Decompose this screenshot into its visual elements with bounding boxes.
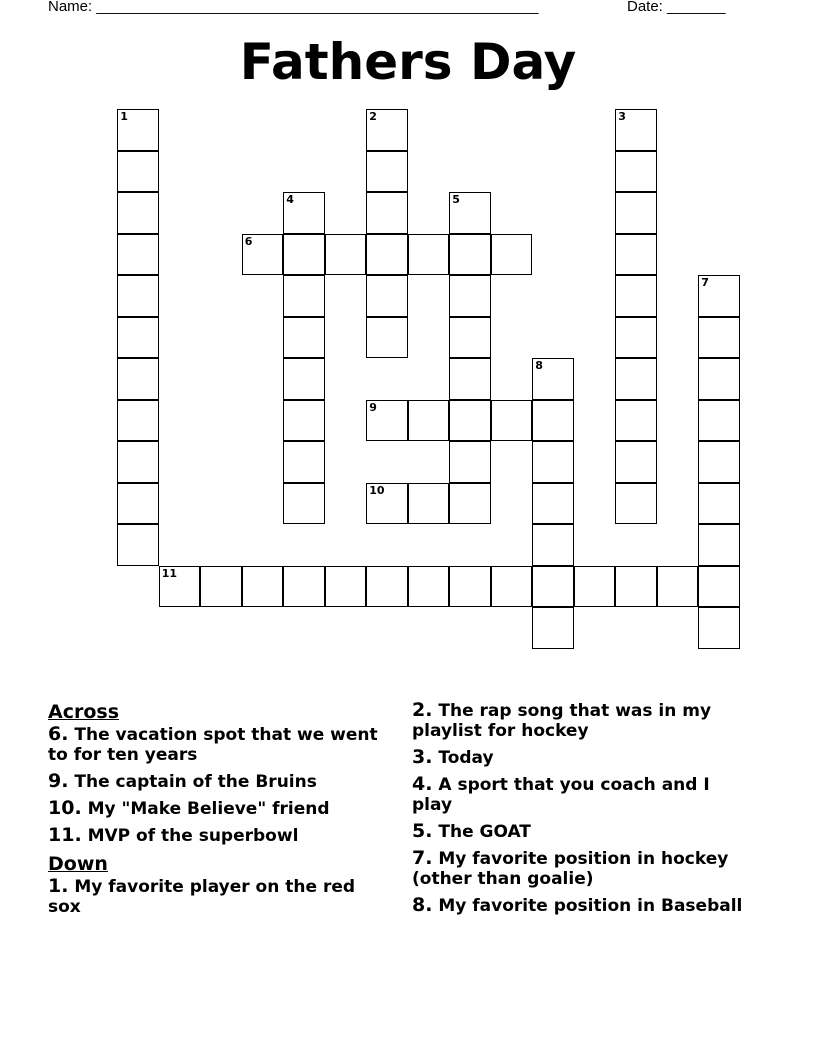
grid-cell[interactable] — [283, 192, 325, 234]
grid-cell[interactable] — [532, 483, 574, 525]
clue — [48, 771, 388, 792]
clue-text: The vacation spot that we went to for ten years — [48, 725, 378, 765]
grid-cell[interactable] — [491, 400, 533, 442]
down-heading: Down — [48, 853, 108, 875]
grid-cell[interactable] — [698, 566, 740, 608]
grid-cell[interactable] — [408, 566, 450, 608]
grid-cell[interactable] — [283, 400, 325, 442]
clue-number: 1. — [48, 875, 69, 897]
clue-number: 7. — [412, 847, 433, 869]
clue — [48, 724, 388, 765]
grid-cell[interactable] — [408, 234, 450, 276]
grid-cell[interactable] — [449, 192, 491, 234]
grid-cell[interactable] — [698, 607, 740, 649]
grid-cell[interactable] — [117, 400, 159, 442]
grid-cell[interactable] — [532, 566, 574, 608]
clue-text: My "Make Believe" friend — [81, 799, 330, 819]
date-field[interactable]: Date: _______ — [627, 0, 726, 15]
grid-cell[interactable] — [408, 483, 450, 525]
clue-number: 10. — [48, 797, 82, 819]
grid-cell[interactable] — [366, 317, 408, 359]
clue-number: 5 — [452, 193, 460, 207]
clue-number: 2 — [369, 110, 377, 124]
grid-cell[interactable] — [283, 483, 325, 525]
grid-cell[interactable] — [366, 151, 408, 193]
grid-cell[interactable] — [615, 483, 657, 525]
clue-text: The rap song that was in my playlist for hockey — [412, 701, 712, 741]
grid-cell[interactable] — [657, 566, 699, 608]
grid-cell[interactable] — [449, 566, 491, 608]
clues-left-column — [48, 700, 388, 923]
clue-number: 10 — [369, 483, 385, 497]
grid-cell[interactable] — [283, 566, 325, 608]
grid-cell[interactable] — [283, 234, 325, 276]
grid-cell[interactable] — [366, 483, 408, 525]
grid-cell[interactable] — [242, 566, 284, 608]
clue-number: 6. — [48, 723, 69, 745]
down-clue-list-right — [412, 700, 752, 916]
clue-number: 3 — [618, 110, 626, 124]
grid-cell[interactable] — [449, 234, 491, 276]
grid-cell[interactable] — [532, 441, 574, 483]
grid-cell[interactable] — [117, 109, 159, 151]
clue — [48, 798, 388, 819]
grid-cell[interactable] — [491, 566, 533, 608]
grid-cell[interactable] — [532, 400, 574, 442]
clue-text: A sport that you coach and I play — [412, 775, 710, 815]
grid-cell[interactable] — [283, 317, 325, 359]
clue-number: 3. — [412, 746, 433, 768]
grid-cell[interactable] — [117, 524, 159, 566]
clue-number: 8 — [535, 359, 543, 373]
clue — [48, 825, 388, 846]
clue-number: 11 — [161, 566, 178, 580]
across-heading: Across — [48, 701, 120, 723]
clue-number: 4 — [286, 193, 294, 207]
clue — [412, 747, 752, 768]
grid-cell[interactable] — [325, 566, 367, 608]
clue-text: The captain of the Bruins — [68, 772, 317, 792]
clue-number: 7 — [701, 276, 709, 290]
grid-cell[interactable] — [615, 441, 657, 483]
grid-cell[interactable] — [615, 566, 657, 608]
grid-cell[interactable] — [615, 234, 657, 276]
clue-text: My favorite position in hockey (other than goalie) — [412, 849, 729, 889]
grid-cell[interactable] — [698, 483, 740, 525]
down-clue-list-left — [48, 876, 388, 917]
grid-cell[interactable] — [615, 109, 657, 151]
grid-cell[interactable] — [117, 317, 159, 359]
clue-text: My favorite player on the red sox — [48, 877, 356, 917]
clue-number: 6 — [244, 234, 253, 248]
clue-number: 9. — [48, 770, 69, 792]
grid-cell[interactable] — [117, 234, 159, 276]
clue-text: MVP of the superbowl — [81, 826, 299, 846]
grid-cell[interactable] — [117, 151, 159, 193]
grid-cell[interactable] — [117, 358, 159, 400]
clue-text: Today — [432, 748, 494, 768]
grid-cell[interactable] — [366, 566, 408, 608]
grid-cell[interactable] — [449, 275, 491, 317]
grid-cell[interactable] — [615, 275, 657, 317]
grid-cell[interactable] — [283, 358, 325, 400]
clue — [412, 700, 752, 741]
clue-number: 2. — [412, 699, 433, 721]
across-clue-list — [48, 724, 388, 846]
grid-cell[interactable] — [283, 441, 325, 483]
grid-cell[interactable] — [449, 483, 491, 525]
grid-cell[interactable] — [698, 400, 740, 442]
grid-cell[interactable] — [698, 524, 740, 566]
clues-right-column — [412, 700, 752, 922]
grid-cell[interactable] — [117, 441, 159, 483]
clue — [412, 821, 752, 842]
grid-cell[interactable] — [615, 151, 657, 193]
grid-cell[interactable] — [366, 234, 408, 276]
grid-cell[interactable] — [117, 275, 159, 317]
clue-number: 8. — [412, 894, 433, 916]
grid-cell[interactable] — [532, 607, 574, 649]
grid-cell[interactable] — [698, 358, 740, 400]
clue — [412, 895, 752, 916]
puzzle-title: Fathers Day — [239, 33, 577, 91]
grid-cell[interactable] — [200, 566, 242, 608]
grid-cell[interactable] — [159, 566, 201, 608]
clue — [48, 876, 388, 917]
name-field[interactable]: Name: _____________________________________________________ — [48, 0, 539, 15]
grid-cell[interactable] — [449, 400, 491, 442]
grid-cell[interactable] — [698, 441, 740, 483]
grid-cell[interactable] — [615, 400, 657, 442]
grid-cell[interactable] — [491, 234, 533, 276]
grid-cell[interactable] — [615, 192, 657, 234]
grid-cell[interactable] — [117, 192, 159, 234]
clue-number: 5. — [412, 820, 433, 842]
grid-cell[interactable] — [574, 566, 616, 608]
grid-cell[interactable] — [366, 192, 408, 234]
clue — [412, 848, 752, 889]
grid-cell[interactable] — [366, 400, 408, 442]
grid-cell[interactable] — [449, 358, 491, 400]
grid-cell[interactable] — [242, 234, 284, 276]
grid-cell[interactable] — [532, 524, 574, 566]
grid-cell[interactable] — [615, 317, 657, 359]
grid-cell[interactable] — [615, 358, 657, 400]
clue-text: My favorite position in Baseball — [432, 896, 743, 916]
grid-cell[interactable] — [117, 483, 159, 525]
clue — [412, 774, 752, 815]
grid-cell[interactable] — [698, 275, 740, 317]
clue-number: 11. — [48, 824, 82, 846]
clue-text: The GOAT — [432, 822, 531, 842]
grid-cell[interactable] — [408, 400, 450, 442]
clue-number: 9 — [369, 400, 377, 414]
clue-number: 4. — [412, 773, 433, 795]
grid-cell[interactable] — [283, 275, 325, 317]
grid-cell[interactable] — [325, 234, 367, 276]
grid-cell[interactable] — [449, 317, 491, 359]
grid-cell[interactable] — [449, 441, 491, 483]
grid-cell[interactable] — [366, 109, 408, 151]
clue-number: 1 — [120, 110, 128, 124]
grid-cell[interactable] — [532, 358, 574, 400]
grid-cell[interactable] — [698, 317, 740, 359]
grid-cell[interactable] — [366, 275, 408, 317]
